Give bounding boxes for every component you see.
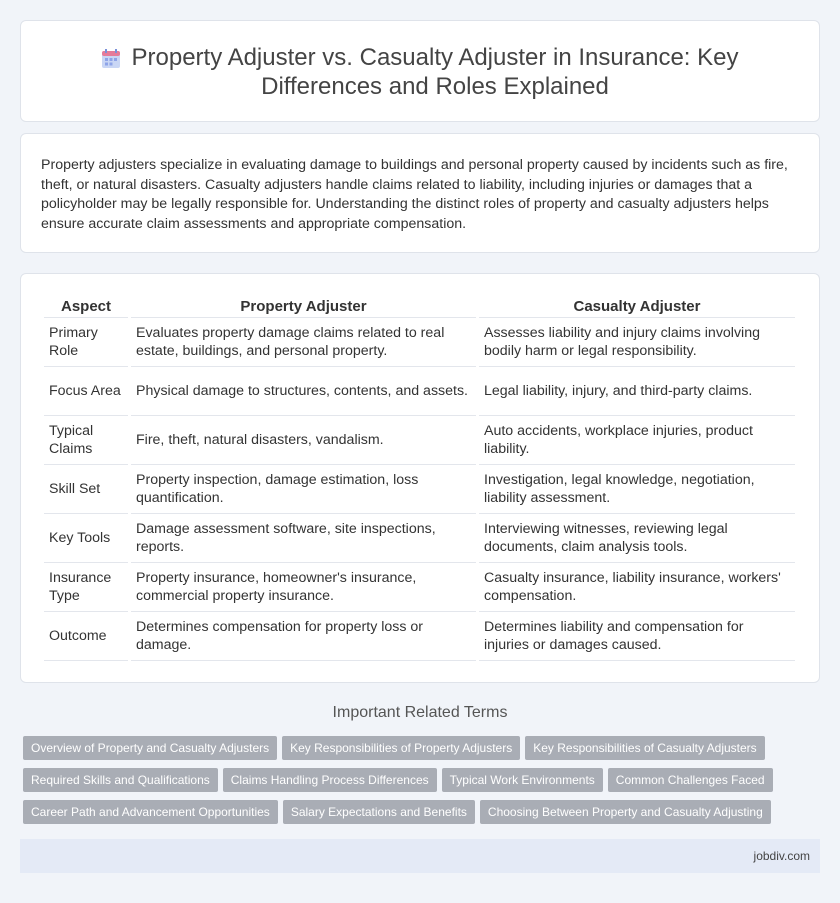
table-row: [44, 465, 795, 514]
tag-row: [23, 768, 803, 800]
footer-site-link[interactable]: jobdiv.com: [753, 849, 810, 863]
row-aspect: Primary Role: [44, 318, 128, 367]
page-title: Property Adjuster vs. Casualty Adjuster in Insurance: Key Differences and Roles Explained: [131, 44, 739, 100]
related-term-link[interactable]: Required Skills and Qualifications: [23, 768, 218, 792]
table-row: [44, 416, 795, 465]
row-casualty: Legal liability, injury, and third-party claims.: [479, 367, 795, 416]
column-header-aspect: Aspect: [44, 294, 128, 318]
row-aspect: Skill Set: [44, 465, 128, 514]
table-row: [44, 367, 795, 416]
row-aspect: Insurance Type: [44, 563, 128, 612]
column-header-casualty: Casualty Adjuster: [479, 294, 795, 318]
row-casualty: Casualty insurance, liability insurance, workers' compensation.: [479, 563, 795, 612]
comparison-table: [41, 294, 798, 661]
table-row: [44, 563, 795, 612]
related-term-link[interactable]: Common Challenges Faced: [608, 768, 773, 792]
related-term-link[interactable]: Key Responsibilities of Casualty Adjusters: [525, 736, 764, 760]
row-property: Evaluates property damage claims related to real estate, buildings, and personal property.: [131, 318, 476, 367]
related-terms-list: [23, 736, 803, 832]
row-property: Property insurance, homeowner's insurance, commercial property insurance.: [131, 563, 476, 612]
tag-row: [23, 736, 803, 768]
related-term-link[interactable]: Overview of Property and Casualty Adjusters: [23, 736, 277, 760]
row-casualty: Interviewing witnesses, reviewing legal documents, claim analysis tools.: [479, 514, 795, 563]
related-terms-heading: Important Related Terms: [332, 704, 508, 721]
row-aspect: Focus Area: [44, 367, 128, 416]
row-casualty: Determines liability and compensation for injuries or damages caused.: [479, 612, 795, 661]
row-aspect: Outcome: [44, 612, 128, 661]
table-header-row: [44, 294, 795, 318]
related-term-link[interactable]: Salary Expectations and Benefits: [283, 800, 475, 824]
intro-paragraph: Property adjusters specialize in evaluating damage to buildings and personal property caused by incidents such as fire, theft, or natural disasters. Casualty adjusters handle claims related to liability, including injuries or damages that a policyholder may be legally responsible for. Understanding the distinct roles of property and casualty adjusters helps ensure accurate claim assessments and appropriate compensation.: [41, 157, 788, 232]
tag-row: [23, 800, 803, 832]
row-property: Damage assessment software, site inspections, reports.: [131, 514, 476, 563]
row-aspect: Key Tools: [44, 514, 128, 563]
row-aspect: Typical Claims: [44, 416, 128, 465]
row-property: Fire, theft, natural disasters, vandalism.: [131, 416, 476, 465]
row-property: Determines compensation for property loss or damage.: [131, 612, 476, 661]
title-card: [20, 20, 820, 122]
row-casualty: Auto accidents, workplace injuries, product liability.: [479, 416, 795, 465]
row-casualty: Assesses liability and injury claims involving bodily harm or legal responsibility.: [479, 318, 795, 367]
table-row: [44, 612, 795, 661]
related-term-link[interactable]: Typical Work Environments: [442, 768, 603, 792]
related-term-link[interactable]: Choosing Between Property and Casualty Adjusting: [480, 800, 771, 824]
table-row: [44, 514, 795, 563]
related-term-link[interactable]: Career Path and Advancement Opportunities: [23, 800, 278, 824]
row-casualty: Investigation, legal knowledge, negotiation, liability assessment.: [479, 465, 795, 514]
related-term-link[interactable]: Claims Handling Process Differences: [223, 768, 437, 792]
row-property: Property inspection, damage estimation, loss quantification.: [131, 465, 476, 514]
column-header-property: Property Adjuster: [131, 294, 476, 318]
comparison-card: [20, 273, 820, 683]
intro-card: [20, 133, 820, 253]
footer: [20, 839, 820, 873]
row-property: Physical damage to structures, contents, and assets.: [131, 367, 476, 416]
table-row: [44, 318, 795, 367]
related-term-link[interactable]: Key Responsibilities of Property Adjusters: [282, 736, 520, 760]
